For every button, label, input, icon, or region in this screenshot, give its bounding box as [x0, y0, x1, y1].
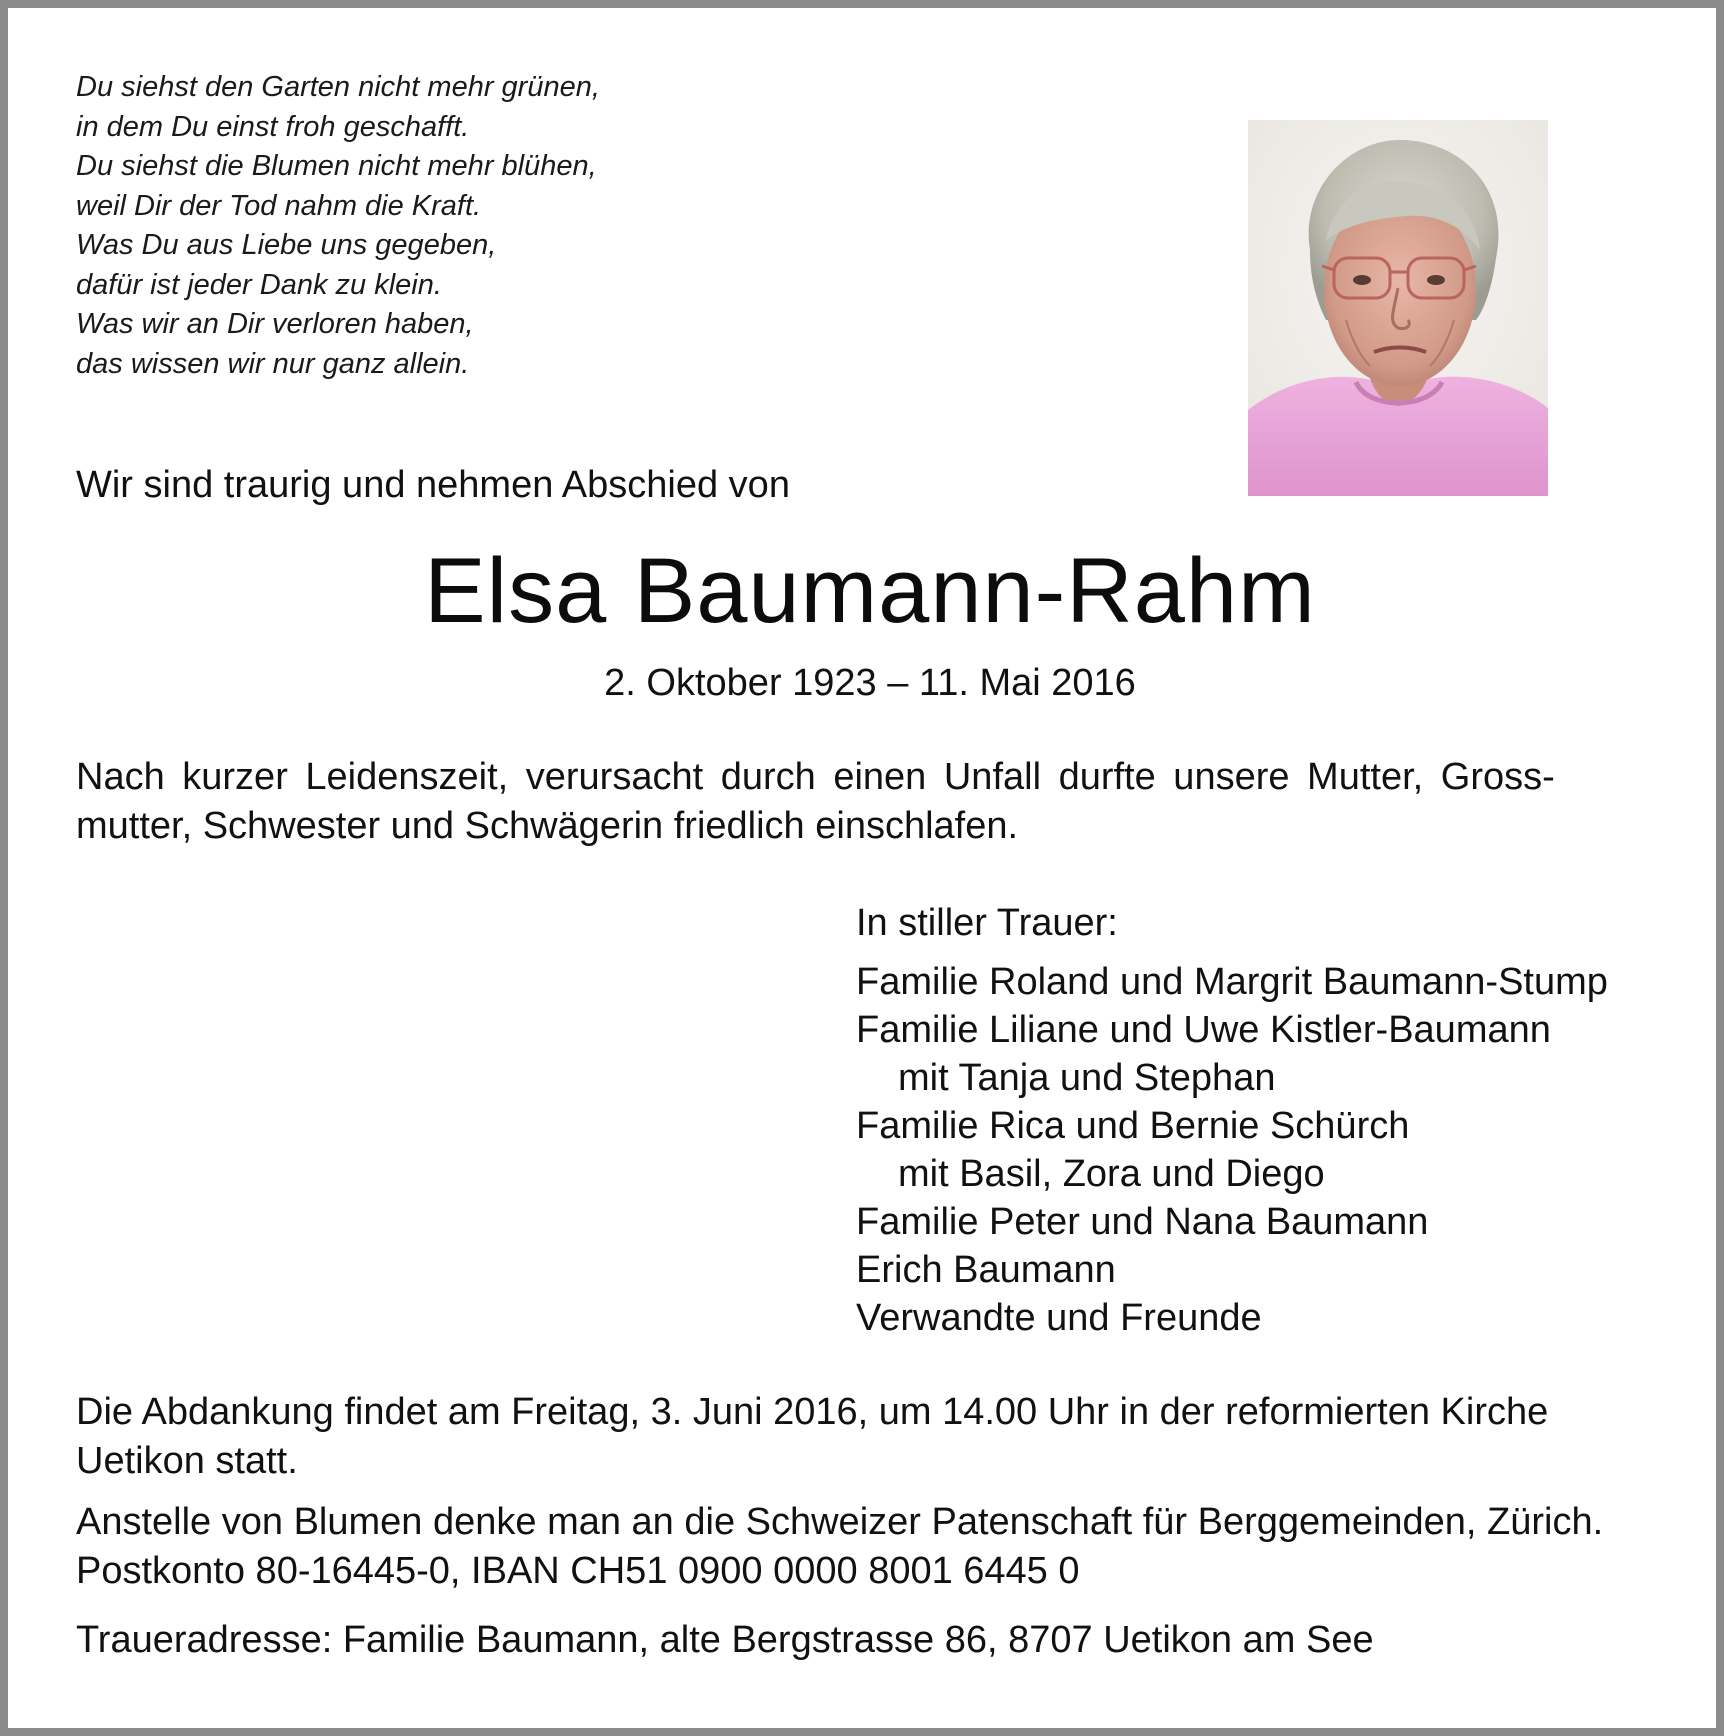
notice-paragraph	[76, 753, 1666, 851]
poem-line: in dem Du einst froh geschafft.	[76, 110, 470, 143]
life-dates: 2. Oktober 1923 – 11. Mai 2016	[604, 662, 1136, 704]
poem-line: Was Du aus Liebe uns gegeben,	[76, 229, 497, 261]
notice-line: mutter, Schwester und Schwägerin friedlich einschlafen.	[76, 805, 1019, 847]
mourners-list	[856, 898, 1676, 1342]
mourner-line: mit Basil, Zora und Diego	[898, 1153, 1325, 1195]
poem-line: Was wir an Dir verloren haben,	[76, 308, 474, 340]
mourner-line: Familie Peter und Nana Baumann	[856, 1201, 1429, 1243]
address-line: Traueradresse: Familie Baumann, alte Bergstrasse 86, 8707 Uetikon am See	[76, 1619, 1374, 1661]
intro-text: Wir sind traurig und nehmen Abschied von	[76, 464, 790, 506]
mourner-line: Erich Baumann	[856, 1249, 1116, 1291]
mourner-line: Familie Roland und Margrit Baumann-Stump	[856, 961, 1608, 1003]
deceased-name: Elsa Baumann-Rahm	[424, 540, 1316, 642]
donation-paragraph	[76, 1498, 1666, 1596]
poem-line: weil Dir der Tod nahm die Kraft.	[76, 189, 482, 222]
poem-line: Du siehst den Garten nicht mehr grünen,	[76, 71, 600, 103]
mourner-line: mit Tanja und Stephan	[898, 1057, 1276, 1099]
mourner-line: Familie Liliane und Uwe Kistler-Baumann	[856, 1009, 1551, 1051]
mourner-line: Verwandte und Freunde	[856, 1297, 1262, 1339]
mourners-heading: In stiller Trauer:	[856, 902, 1118, 944]
donation-line: Postkonto 80-16445-0, IBAN CH51 0900 0000 8001 6445 0	[76, 1550, 1080, 1592]
poem-line: Du siehst die Blumen nicht mehr blühen,	[76, 150, 597, 182]
portrait-photo	[1248, 120, 1548, 496]
mourner-line: Familie Rica und Bernie Schürch	[856, 1105, 1410, 1147]
mourning-address	[76, 1616, 1666, 1665]
service-line: Uetikon statt.	[76, 1440, 298, 1482]
service-line: Die Abdankung findet am Freitag, 3. Juni 2016, um 14.00 Uhr in der reformierten Kirche	[76, 1391, 1549, 1433]
donation-line: Anstelle von Blumen denke man an die Schweizer Patenschaft für Berggemeinden, Zürich.	[76, 1501, 1604, 1543]
poem-line: das wissen wir nur ganz allein.	[76, 347, 470, 380]
notice-line: Nach kurzer Leidenszeit, verursacht durch einen Unfall durfte unsere Mutter, Gross-	[76, 756, 1555, 798]
poem-line: dafür ist jeder Dank zu klein.	[76, 268, 442, 301]
service-paragraph	[76, 1388, 1666, 1486]
poem	[76, 68, 776, 384]
